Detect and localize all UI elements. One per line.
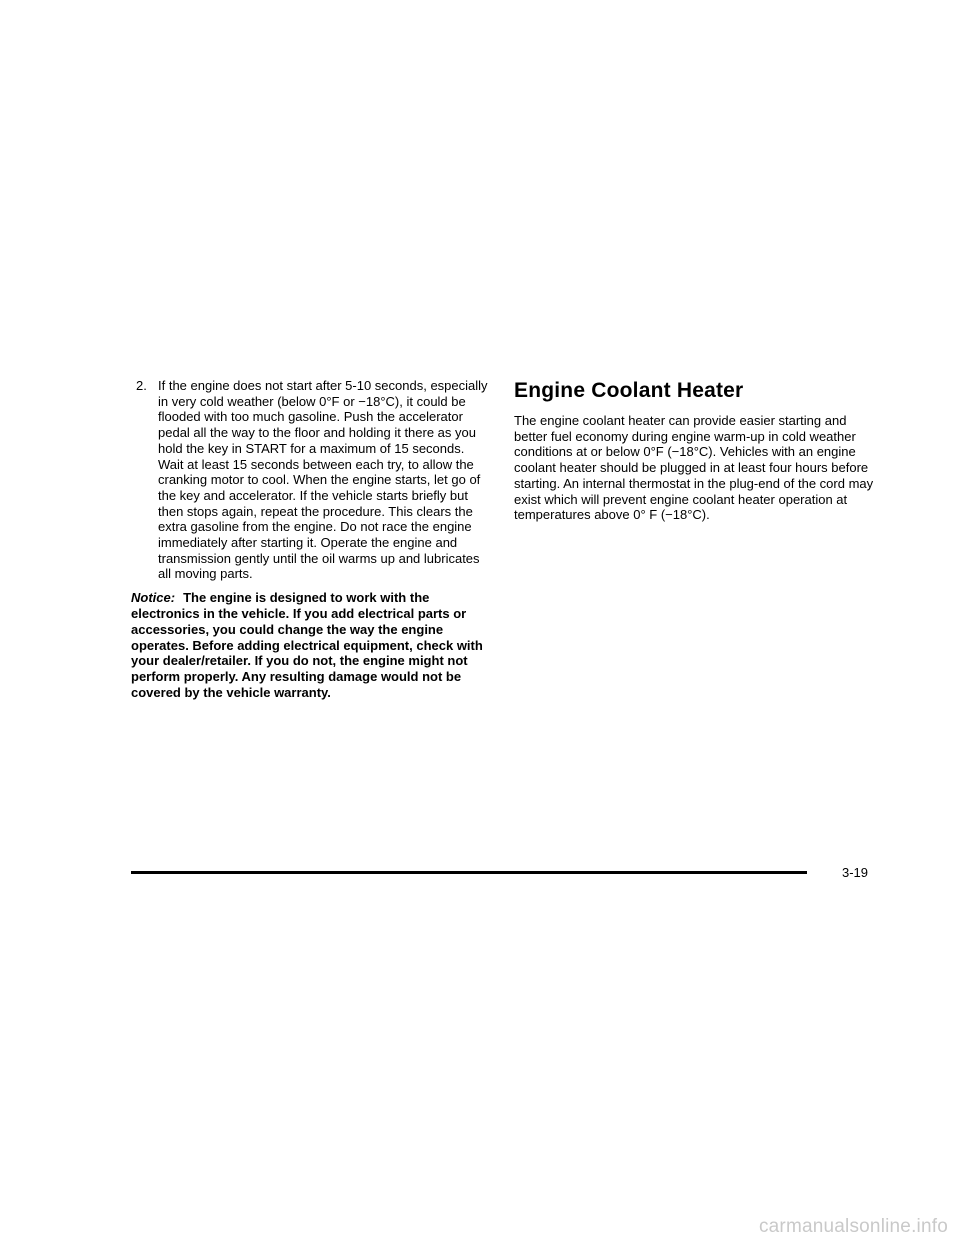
numbered-step <box>131 378 491 582</box>
notice-label: Notice: <box>131 590 176 606</box>
left-column <box>131 378 491 701</box>
section-heading: Engine Coolant Heater <box>514 379 744 402</box>
step-number: 2. <box>136 378 147 393</box>
section-body: The engine coolant heater can provide easier starting and better fuel economy during engine warm-up in cold weather conditions at or below 0°F (−18°C). Vehicles with an engine coolant heater should be plugged in at least four hours before starting. An internal thermostat in the plug-end of the cord may exist which will prevent engine coolant heater operation at temperatures above 0° F (−18°C). <box>514 413 874 523</box>
right-column <box>514 378 874 523</box>
footer-rule <box>131 871 807 874</box>
notice-block <box>131 590 491 701</box>
step-text: If the engine does not start after 5-10 seconds, especially in very cold weather (below 0°F or −18°C), it could be flooded with too much gasoline. Push the accelerator pedal all the way to the floor and holding it there as you hold the key in START for a maximum of 15 seconds. Wait at least 15 seconds between each try, to allow the cranking motor to cool. When the engine starts, let go of the key and accelerator. If the vehicle starts briefly but then stops again, repeat the procedure. This clears the extra gasoline from the engine. Do not race the engine immediately after starting it. Operate the engine and transmission gently until the oil warms up and lubricates all moving parts. <box>158 378 488 582</box>
page-number: 3-19 <box>842 865 869 880</box>
notice-text: The engine is designed to work with the electronics in the vehicle. If you add electrical parts or accessories, you could change the way the engine operates. Before adding electrical equipment, check with your dealer/retailer. If you do not, the engine might not perform properly. Any resulting damage would not be covered by the vehicle warranty. <box>131 590 483 700</box>
watermark-text: carmanualsonline.info <box>758 1216 948 1237</box>
